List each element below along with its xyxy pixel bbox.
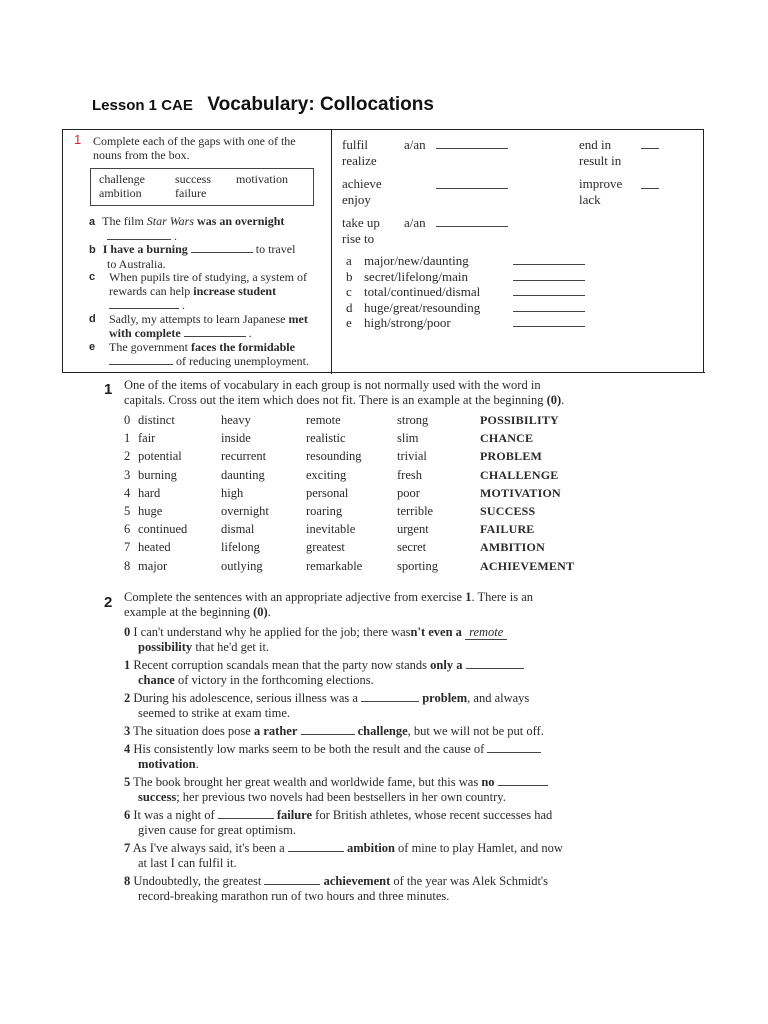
answer-blank[interactable] (109, 298, 179, 309)
item-text: When pupils tire of studying, a system of rewards can help (109, 270, 307, 298)
panel-item-c (89, 270, 319, 312)
word-option[interactable]: continued (138, 522, 188, 537)
word-option[interactable]: heavy (221, 413, 251, 427)
word-option[interactable]: fresh (397, 467, 422, 482)
answer-blank[interactable] (513, 316, 585, 327)
article: a/an (404, 215, 426, 230)
word-option[interactable]: strong (397, 413, 429, 427)
answer-blank[interactable] (487, 742, 541, 753)
answer-blank[interactable] (436, 138, 508, 149)
word-option[interactable]: personal (306, 485, 349, 500)
panel-bottom-rule-left (62, 372, 332, 373)
adj-words: huge/great/resounding (364, 299, 481, 315)
word-option[interactable]: outlying (221, 558, 263, 573)
word-option[interactable]: exciting (306, 467, 347, 482)
answer-blank[interactable] (301, 724, 355, 735)
verb-row-1 (342, 137, 377, 169)
answer-blank[interactable] (184, 326, 246, 337)
adj-set-a (346, 253, 480, 269)
adj-letter: a (346, 253, 352, 268)
answer-blank[interactable] (109, 354, 173, 365)
example-marker: (0) (253, 605, 268, 619)
sentence-text: The situation does pose (133, 724, 254, 738)
verb: realize (342, 153, 377, 168)
keyword: ACHIEVEMENT (480, 558, 575, 573)
word-option[interactable]: remote (306, 413, 341, 427)
item-letter: a (89, 216, 96, 228)
adj-words: secret/lifelong/main (364, 268, 468, 284)
adjective-sets (346, 253, 480, 331)
word-option[interactable]: slim (397, 431, 419, 446)
verb-row-3 (342, 215, 380, 247)
sentence-bold: no (481, 775, 495, 789)
adj-set-d (346, 300, 480, 316)
item-bold: I have a burning (102, 242, 188, 256)
word-option[interactable]: resounding (306, 449, 362, 464)
verb: achieve (342, 176, 382, 191)
adj-letter: c (346, 284, 352, 300)
answer-blank[interactable] (513, 254, 585, 265)
sentence-bold: possibility (138, 640, 193, 654)
adj-words: major/new/daunting (364, 253, 469, 268)
sentence-text: for British athletes, whose recent successes had (312, 808, 553, 822)
exercise-2-number: 2 (104, 594, 113, 611)
answer-blank[interactable] (436, 178, 508, 189)
collocation-grid (124, 411, 604, 581)
sentence-bold: n't even a (410, 625, 466, 639)
sentence-text: of victory in the forthcoming elections. (174, 673, 374, 687)
word-option[interactable]: urgent (397, 522, 429, 537)
answer-blank[interactable] (513, 285, 585, 296)
verb: fulfil (342, 137, 368, 152)
word-option[interactable]: huge (138, 504, 163, 518)
row-number: 4 (124, 485, 131, 500)
answer-blank[interactable] (641, 138, 659, 149)
sentence-text: I can't understand why he applied for the job; there was (133, 625, 411, 639)
sentence-6 (124, 808, 594, 838)
panel-instruction: Complete each of the gaps with one of the nouns from the box. (93, 134, 296, 162)
page-title: Vocabulary: Collocations (207, 94, 434, 115)
sentence-text: given cause for great optimism. (138, 823, 296, 837)
item-number: 5 (124, 775, 131, 789)
instruction-line: One of the items of vocabulary in each group is not normally used with the word in (124, 378, 541, 392)
instruction-line: . There is an (471, 590, 533, 604)
item-letter: c (89, 271, 96, 283)
sentence-8 (124, 874, 594, 904)
sentence-1 (124, 658, 594, 688)
adj-letter: d (346, 299, 353, 315)
keyword: CHANCE (480, 431, 534, 446)
verb: improve (579, 176, 623, 191)
word-option[interactable]: sporting (397, 558, 438, 573)
noun-box (90, 168, 314, 206)
answer-blank[interactable] (264, 874, 320, 885)
word-option[interactable]: poor (397, 485, 420, 500)
sentence-bold: only a (430, 658, 463, 672)
sentence-text: His consistently low marks seem to be both the result and the cause of (133, 742, 485, 756)
item-letter: b (89, 244, 96, 256)
sentence-text: ; her previous two novels had been bestsellers in her own country. (176, 790, 506, 804)
verb: result in (579, 153, 622, 168)
adj-set-c (346, 284, 480, 300)
item-text: . (179, 298, 185, 312)
instruction-line: example at the beginning (124, 605, 254, 619)
panel-item-a (89, 214, 323, 243)
sentence-text: seemed to strike at exam time. (138, 706, 291, 720)
sentence-text: . (195, 757, 199, 771)
row-number: 2 (124, 449, 131, 464)
sentence-text: Recent corruption scandals mean that the party now stands (133, 658, 431, 672)
item-text: to travel (252, 242, 296, 256)
word-option[interactable]: lifelong (221, 540, 260, 555)
instruction-line: capitals. Cross out the item which does not fit. There is an example at the beginning (124, 393, 547, 407)
sentence-text: of mine to play Hamlet, and now (394, 841, 563, 855)
sentence-4 (124, 742, 594, 772)
item-bold: faces the formidable (190, 340, 295, 354)
word-option[interactable]: inevitable (306, 522, 356, 537)
item-number: 1 (124, 658, 131, 672)
adj-letter: e (346, 315, 352, 331)
item-number: 3 (124, 724, 131, 738)
word-option[interactable]: potential (138, 449, 182, 464)
keyword: SUCCESS (480, 504, 536, 518)
word-option[interactable]: realistic (306, 431, 346, 446)
noun-word: challenge (99, 172, 145, 186)
answer-blank[interactable] (191, 242, 253, 253)
sentence-bold: chance (138, 673, 175, 687)
noun-word: ambition (99, 186, 142, 200)
item-text: . (171, 229, 177, 243)
word-option[interactable]: trivial (397, 449, 427, 464)
sentence-text: , and always (467, 691, 530, 705)
adj-set-b (346, 269, 480, 285)
item-text: . (245, 326, 252, 340)
sentence-bold: ambition (346, 841, 395, 855)
word-option[interactable]: hard (138, 485, 161, 500)
sentence-text: Undoubtedly, the greatest (133, 874, 265, 888)
sentence-2 (124, 691, 594, 721)
panel-item-b (89, 242, 323, 271)
exercise-2-instruction: Complete the sentences with an appropriate adjective from exercise 1. There is an example at the beginning (0). (124, 590, 533, 619)
item-number: 8 (124, 874, 131, 888)
answer-blank[interactable] (466, 658, 524, 669)
word-option[interactable]: high (221, 485, 244, 500)
item-text: The film (102, 214, 147, 228)
exercise-1-number: 1 (104, 381, 113, 398)
page-header (92, 94, 434, 116)
keyword: FAILURE (480, 522, 535, 537)
word-option[interactable]: dismal (221, 522, 255, 537)
word-option[interactable]: secret (397, 540, 427, 555)
adj-words: high/strong/poor (364, 315, 451, 331)
panel-divider (331, 130, 332, 374)
keyword: AMBITION (480, 540, 545, 555)
sentence-bold: success (138, 790, 177, 804)
adj-set-e (346, 315, 480, 331)
panel-bottom-rule-right (619, 372, 705, 373)
item-text: to Australia. (107, 257, 166, 271)
sentence-bold: achievement (323, 874, 391, 888)
verb: enjoy (342, 192, 371, 207)
keyword: PROBLEM (480, 449, 543, 464)
article: a/an (404, 137, 426, 152)
sentence-text: As I've always said, it's been a (132, 841, 288, 855)
item-letter: e (89, 341, 96, 353)
sentence-3 (124, 724, 594, 739)
adj-letter: b (346, 268, 353, 284)
item-number: 0 (124, 625, 131, 639)
sentence-0 (124, 625, 594, 655)
item-letter: d (89, 313, 96, 325)
exercise-ref: 1 (465, 590, 472, 604)
noun-word: failure (175, 186, 207, 200)
lesson-label: Lesson 1 CAE (92, 97, 193, 114)
keyword: POSSIBILITY (480, 413, 559, 427)
row-number: 8 (124, 558, 131, 573)
verb-row-2 (342, 176, 382, 208)
noun-word: motivation (236, 172, 288, 186)
example-marker: (0) (546, 393, 562, 407)
word-option[interactable]: remarkable (306, 558, 363, 573)
sentence-text: During his adolescence, serious illness was a (133, 691, 362, 705)
noun-word: success (175, 172, 211, 186)
answer-blank[interactable] (218, 808, 274, 819)
panel-item-d (89, 312, 319, 340)
answer-blank[interactable] (498, 775, 548, 786)
word-option[interactable]: overnight (221, 504, 269, 518)
answer-blank[interactable] (641, 178, 659, 189)
item-number: 4 (124, 742, 131, 756)
sentence-text: record-breaking marathon run of two hours and three minutes. (138, 889, 450, 903)
sentence-text: at last I can fulfil it. (138, 856, 237, 870)
sentence-5 (124, 775, 594, 805)
word-option[interactable]: inside (221, 431, 251, 446)
verb: lack (579, 192, 601, 207)
item-italic: Star Wars (146, 214, 195, 228)
keyword: CHALLENGE (480, 467, 559, 482)
row-number: 5 (124, 504, 131, 518)
verb-row-2-right (579, 176, 622, 208)
row-number: 0 (124, 413, 131, 427)
answer-blank[interactable] (513, 301, 585, 312)
sentence-bold: problem (422, 691, 468, 705)
word-option[interactable]: distinct (138, 413, 175, 427)
sentence-text: that he'd get it. (192, 640, 270, 654)
item-number: 2 (124, 691, 131, 705)
sentence-text: , but we will not be put off. (407, 724, 544, 738)
word-option[interactable]: daunting (221, 467, 265, 482)
sentence-bold: failure (276, 808, 313, 822)
item-bold: increase student (193, 284, 277, 298)
verb: end in (579, 137, 612, 152)
sentence-bold: a rather (253, 724, 298, 738)
verb: rise to (342, 231, 375, 246)
sentence-text: The book brought her great wealth and worldwide fame, but this was (133, 775, 482, 789)
sentence-bold: motivation (138, 757, 196, 771)
answer-blank[interactable] (436, 216, 508, 227)
sentence-text: It was a night of (133, 808, 218, 822)
item-bold: was an overnight (194, 214, 285, 228)
verb-row-1-right (579, 137, 621, 169)
item-text: of reducing unemployment. (173, 354, 309, 368)
answer-blank[interactable] (361, 691, 419, 702)
verb: take up (342, 215, 380, 230)
sentence-bold: challenge (357, 724, 408, 738)
panel-exercise-number: 1 (74, 132, 82, 147)
word-option[interactable]: burning (138, 467, 177, 482)
row-number: 3 (124, 467, 131, 482)
row-number: 6 (124, 522, 131, 537)
sentence-text: of the year was Alek Schmidt's (390, 874, 549, 888)
word-option[interactable]: fair (138, 431, 156, 446)
answer-blank[interactable] (288, 841, 344, 852)
instruction-line: Complete the sentences with an appropriate adjective from exercise (124, 590, 466, 604)
row-number: 7 (124, 540, 131, 555)
filled-answer: remote (465, 625, 507, 640)
exercise-1-instruction: One of the items of vocabulary in each group is not normally used with the word in capitals. Cross out the item which does not fit. There is an example at the beginning (0). (124, 378, 565, 407)
sentence-7 (124, 841, 594, 871)
answer-blank[interactable] (107, 229, 171, 240)
answer-blank[interactable] (513, 270, 585, 281)
item-number: 6 (124, 808, 131, 822)
word-option[interactable]: heated (138, 540, 171, 555)
word-option[interactable]: roaring (306, 504, 343, 518)
item-number: 7 (124, 841, 131, 855)
row-number: 1 (124, 431, 131, 446)
word-option[interactable]: greatest (306, 540, 345, 555)
adj-words: total/continued/dismal (364, 284, 481, 300)
keyword: MOTIVATION (480, 485, 561, 500)
item-text: Sadly, my attempts to learn Japanese (109, 312, 289, 326)
word-option[interactable]: major (138, 558, 168, 573)
item-bold: met with complete (109, 312, 308, 340)
word-option[interactable]: terrible (397, 504, 434, 518)
panel-item-e (89, 340, 319, 368)
item-text: The government (109, 340, 191, 354)
word-option[interactable]: recurrent (221, 449, 267, 464)
